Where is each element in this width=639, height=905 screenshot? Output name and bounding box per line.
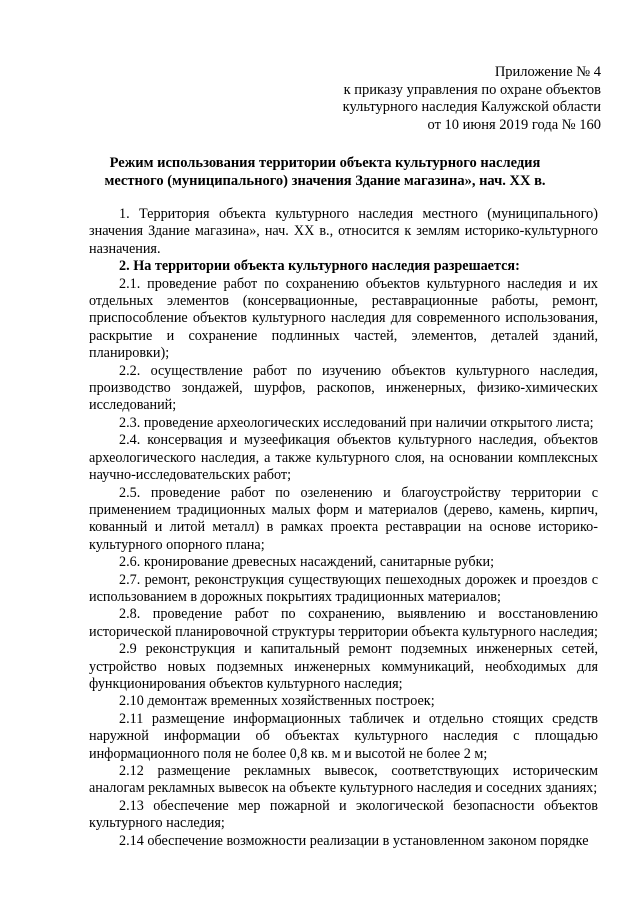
list-item: 2.13 обеспечение мер пожарной и экологической безопасности объектов культурного наследия; — [89, 797, 598, 832]
list-item: 2.11 размещение информационных табличек и отдельно стоящих средств наружной информации об объектах культурного наследия с площадью информационного поля не более 0,8 кв. м и высотой не более 2 м; — [89, 710, 598, 762]
paragraph-1: 1. Территория объекта культурного наследия местного (муниципального) значения Здание магазина», нач. XX в., относится к землям историко-культурного назначения. — [89, 206, 598, 257]
list-item: 2.3. проведение археологических исследований при наличии открытого листа; — [119, 414, 594, 431]
list-item: 2.12 размещение рекламных вывесок, соответствующих историческим аналогам рекламных вывесок на объекте культурного наследия и соседних зданиях; — [89, 763, 598, 797]
appendix-header — [261, 64, 601, 134]
list-item: 2.4. консервация и музеефикация объектов культурного наследия, объектов археологического наследия, а также культурного слоя, на основании комплексных научно-исследовательских работ; — [89, 432, 598, 484]
list-item: 2.9 реконструкция и капитальный ремонт подземных инженерных сетей, устройство новых подземных инженерных коммуникаций, необходимых для функционирования объектов культурного наследия; — [89, 641, 598, 692]
appendix-number: Приложение № 4 — [494, 64, 601, 80]
document-body — [89, 206, 598, 850]
title-line-1: Режим использования территории объекта культурного наследия — [109, 155, 541, 171]
section-heading: 2. На территории объекта культурного наследия разрешается: — [119, 258, 520, 275]
title-line-2: местного (муниципального) значения Здание магазина», нач. XX в. — [104, 173, 546, 189]
list-item: 2.1. проведение работ по сохранению объектов культурного наследия и их отдельных элементов (консервационные, реставрационные работы, ремонт, приспособление объектов культурного наследия для современного использования, раскрытие и сохранение подлинных частей, элементов, деталей зданий, планировки); — [89, 275, 598, 362]
appendix-order-ref: к приказу управления по охране объектов — [343, 81, 601, 98]
appendix-authority: культурного наследия Калужской области — [342, 99, 601, 115]
document-title — [80, 154, 570, 190]
list-item: 2.10 демонтаж временных хозяйственных построек; — [119, 693, 435, 710]
list-item: 2.14 обеспечение возможности реализации в установленном законом порядке — [119, 832, 589, 849]
appendix-date: от 10 июня 2019 года № 160 — [427, 116, 601, 133]
list-item: 2.5. проведение работ по озеленению и благоустройству территории с применением традиционных малых форм и материалов (дерево, камень, кирпич, кованный и литой металл) в рамках проекта реставрации на основе историко-культурного опорного плана; — [89, 484, 598, 553]
list-item: 2.8. проведение работ по сохранению, выявлению и восстановлению исторической планировочной структуры территории объекта культурного наследия; — [89, 606, 599, 640]
list-item: 2.2. осуществление работ по изучению объектов культурного наследия, производство зондажей, шурфов, раскопов, инженерных, физико-химических исследований; — [89, 362, 598, 414]
list-item: 2.7. ремонт, реконструкция существующих пешеходных дорожек и проездов с использованием в дорожных покрытиях традиционных материалов; — [89, 571, 598, 605]
list-item: 2.6. кронирование древесных насаждений, санитарные рубки; — [119, 554, 495, 571]
